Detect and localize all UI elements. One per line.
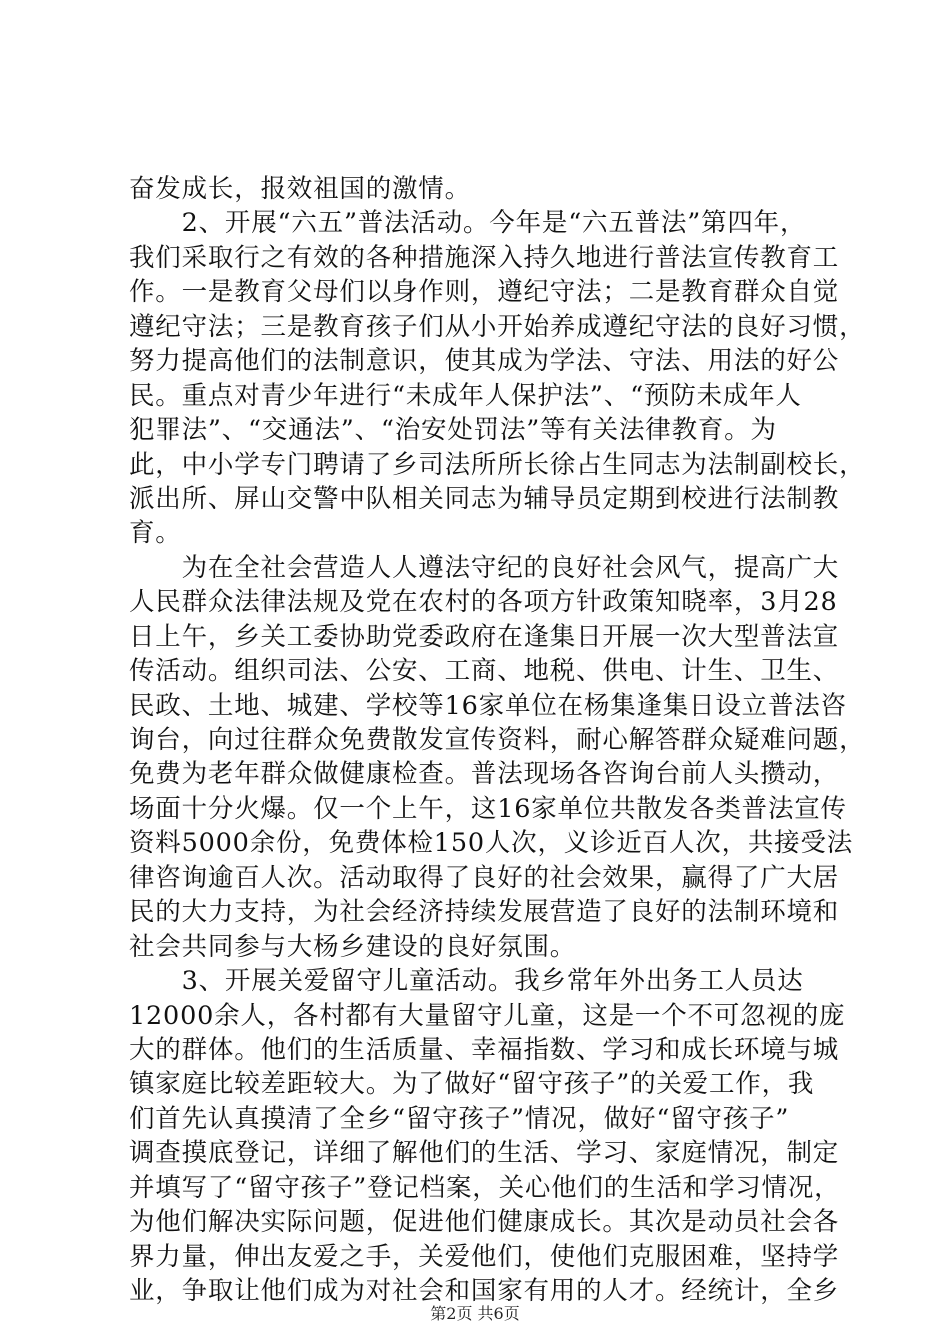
text-line: 2、开展“六五”普法活动。今年是“六五普法”第四年，	[129, 208, 807, 239]
text-line: 作。一是教育父母们以身作则，遵纪守法；二是教育群众自觉	[129, 277, 840, 308]
text-line: 遵纪守法；三是教育孩子们从小开始养成遵纪守法的良好习惯，	[129, 311, 866, 342]
text-line: 12000余人，各村都有大量留守儿童，这是一个不可忽视的庞	[129, 1000, 846, 1031]
text-line: 调查摸底登记，详细了解他们的生活、学习、家庭情况，制定	[129, 1138, 840, 1169]
text-line: 我们采取行之有效的各种措施深入持久地进行普法宣传教育工	[129, 242, 840, 273]
text-line: 大的群体。他们的生活质量、幸福指数、学习和成长环境与城	[129, 1034, 840, 1065]
text-line: 免费为老年群众做健康检查。普法现场各咨询台前人头攒动，	[129, 759, 840, 790]
text-line: 们首先认真摸清了全乡“留守孩子”情况，做好“留守孩子”	[129, 1103, 790, 1134]
text-line: 人民群众法律法规及党在农村的各项方针政策知晓率，3月28	[129, 587, 838, 618]
text-line: 民的大力支持，为社会经济持续发展营造了良好的法制环境和	[129, 897, 840, 928]
document-body	[129, 172, 866, 1308]
text-line: 此，中小学专门聘请了乡司法所所长徐占生同志为法制副校长，	[129, 449, 866, 480]
text-line: 并填写了“留守孩子”登记档案，关心他们的生活和学习情况，	[129, 1172, 841, 1203]
text-line: 为他们解决实际问题，促进他们健康成长。其次是动员社会各	[129, 1207, 840, 1238]
page-number-footer: 第2页 共6页	[430, 1304, 520, 1323]
text-line: 民。重点对青少年进行“未成年人保护法”、“预防未成年人	[129, 380, 802, 411]
text-line: 派出所、屏山交警中队相关同志为辅导员定期到校进行法制教	[129, 483, 840, 514]
text-line: 努力提高他们的法制意识，使其成为学法、守法、用法的好公	[129, 346, 840, 377]
text-line: 犯罪法”、“交通法”、“治安处罚法”等有关法律教育。为	[129, 415, 777, 446]
text-line: 传活动。组织司法、公安、工商、地税、供电、计生、卫生、	[129, 656, 840, 687]
text-line: 育。	[129, 518, 182, 549]
text-line: 资料5000余份，免费体检150人次，义诊近百人次，共接受法	[129, 828, 854, 859]
text-line: 业，争取让他们成为对社会和国家有用的人才。经统计，全乡	[129, 1276, 840, 1306]
text-line: 民政、土地、城建、学校等16家单位在杨集逢集日设立普法咨	[129, 690, 847, 721]
text-line: 为在全社会营造人人遵法守纪的良好社会风气，提高广大	[129, 552, 840, 583]
text-line: 界力量，伸出友爱之手，关爱他们，使他们克服困难，坚持学	[129, 1241, 840, 1272]
text-line: 3、开展关爱留守儿童活动。我乡常年外出务工人员达	[129, 966, 804, 997]
text-line: 律咨询逾百人次。活动取得了良好的社会效果，赢得了广大居	[129, 862, 840, 893]
text-line: 奋发成长，报效祖国的激情。	[129, 174, 471, 204]
text-line: 场面十分火爆。仅一个上午，这16家单位共散发各类普法宣传	[129, 793, 847, 824]
text-line: 询台，向过往群众免费散发宣传资料，耐心解答群众疑难问题，	[129, 725, 866, 755]
text-line: 镇家庭比较差距较大。为了做好“留守孩子”的关爱工作，我	[129, 1069, 815, 1100]
text-line: 社会共同参与大杨乡建设的良好氛围。	[129, 931, 577, 962]
text-line: 日上午，乡关工委协助党委政府在逢集日开展一次大型普法宣	[129, 621, 840, 652]
